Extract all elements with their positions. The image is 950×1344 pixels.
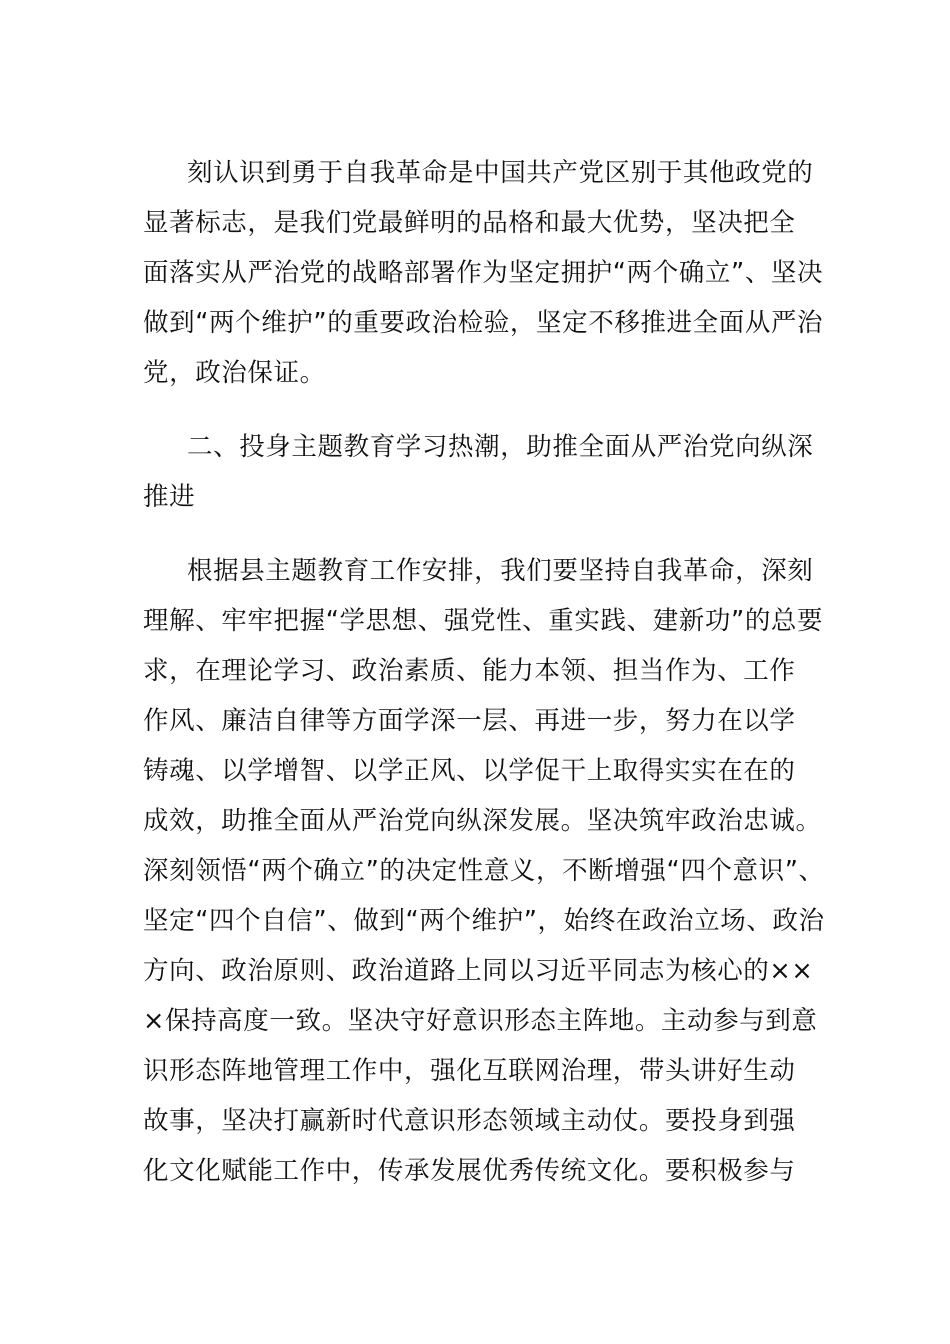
paragraph-line: 方向、政治原则、政治道路上同以习近平同志为核心的×× bbox=[143, 956, 814, 986]
heading-line: 推进 bbox=[143, 482, 196, 512]
paragraph-line: 刻认识到勇于自我革命是中国共产党区别于其他政党的 bbox=[187, 158, 814, 188]
paragraph-line: 化文化赋能工作中，传承发展优秀传统文化。要积极参与 bbox=[143, 1156, 796, 1186]
paragraph-line: 识形态阵地管理工作中，强化互联网治理，带头讲好生动 bbox=[143, 1056, 796, 1086]
paragraph-line: 理解、牢牢把握“学思想、强党性、重实践、建新功”的总要 bbox=[143, 606, 824, 636]
heading-line: 二、投身主题教育学习热潮，助推全面从严治党向纵深 bbox=[187, 432, 814, 462]
paragraph-line: 铸魂、以学增智、以学正风、以学促干上取得实实在在的 bbox=[143, 756, 796, 786]
paragraph-line: 根据县主题教育工作安排，我们要坚持自我革命，深刻 bbox=[187, 556, 814, 586]
paragraph-1 bbox=[143, 148, 824, 398]
paragraph-line: 作风、廉洁自律等方面学深一层、再进一步，努力在以学 bbox=[143, 706, 796, 736]
paragraph-line: 故事，坚决打赢新时代意识形态领域主动仗。要投身到强 bbox=[143, 1106, 796, 1136]
paragraph-line: 面落实从严治党的战略部署作为坚定拥护“两个确立”、坚决 bbox=[143, 258, 824, 288]
document-body bbox=[143, 148, 825, 1196]
paragraph-line: ×保持高度一致。坚决守好意识形态主阵地。主动参与到意 bbox=[143, 1006, 818, 1036]
paragraph-line: 求，在理论学习、政治素质、能力本领、担当作为、工作 bbox=[143, 656, 796, 686]
paragraph-line: 做到“两个维护”的重要政治检验，坚定不移推进全面从严治 bbox=[143, 308, 824, 338]
paragraph-line: 党，政治保证。 bbox=[143, 358, 326, 388]
paragraph-line: 坚定“四个自信”、做到“两个维护”，始终在政治立场、政治 bbox=[143, 906, 825, 936]
paragraph-line: 深刻领悟“两个确立”的决定性意义，不断增强“四个意识”、 bbox=[143, 856, 825, 886]
paragraph-spacer bbox=[143, 522, 807, 546]
section-heading-2 bbox=[143, 422, 814, 522]
paragraph-line: 显著标志，是我们党最鲜明的品格和最大优势，坚决把全 bbox=[143, 208, 796, 238]
paragraph-line: 成效，助推全面从严治党向纵深发展。坚决筑牢政治忠诚。 bbox=[143, 806, 822, 836]
paragraph-spacer bbox=[143, 398, 807, 422]
paragraph-3 bbox=[143, 546, 825, 1196]
